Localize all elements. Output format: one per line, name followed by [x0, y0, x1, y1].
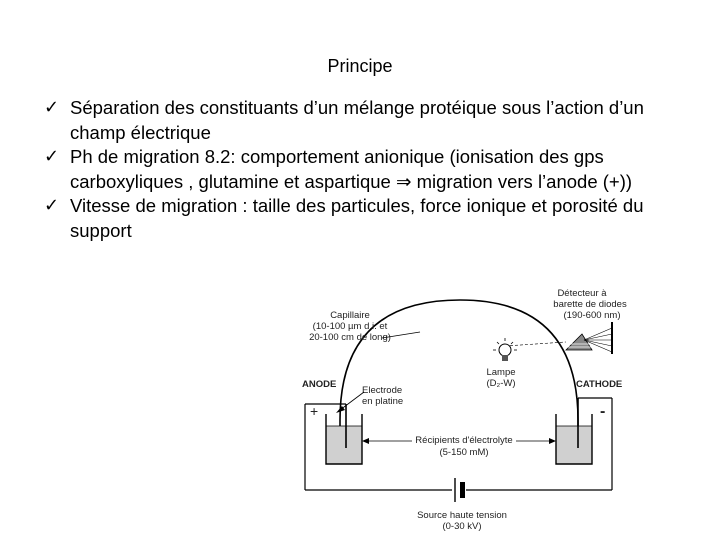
plus-sign: +: [310, 403, 319, 419]
capillary-label-line: 20-100 cm de long): [309, 332, 391, 343]
capillary-label-line: Capillaire: [330, 310, 370, 321]
detector-label-line: (190-600 nm): [563, 310, 621, 321]
bullet-item: ✓ Ph de migration 8.2: comportement anionique (ionisation des gps carboxyliques , glutamine et aspartique ⇒ migration vers l’anode (+)): [44, 146, 633, 192]
reservoir-label-line: (5-150 mM): [439, 447, 489, 458]
diode-array-detector: [505, 322, 612, 354]
lamp-label-line: (D₂-W): [486, 378, 516, 389]
cathode-label: CATHODE: [576, 379, 623, 390]
reservoir-arrowhead-left: [362, 438, 369, 444]
lamp-label-line: Lampe: [486, 367, 516, 378]
anode-label: ANODE: [302, 379, 337, 390]
electrode-label-line: en platine: [362, 396, 404, 407]
anode-beaker: [326, 414, 362, 464]
bullet-item: ✓ Séparation des constituants d’un mélange protéique sous l’action d’un champ électrique: [44, 97, 644, 143]
electrode-pointer: [340, 392, 364, 410]
battery-plate-short: [460, 482, 465, 498]
checkmark-icon: ✓: [44, 146, 60, 167]
slide-title: Principe: [327, 56, 393, 76]
power-source-label-line: (0-30 kV): [442, 521, 482, 532]
checkmark-icon: ✓: [44, 97, 60, 118]
reservoir-arrowhead-right: [549, 438, 556, 444]
checkmark-icon: ✓: [44, 195, 60, 216]
bullet-item: ✓ Vitesse de migration : taille des particules, force ionique et porosité du support: [44, 195, 644, 241]
lamp-icon: [493, 338, 517, 361]
electrode-label-line: Electrode: [362, 385, 403, 396]
minus-sign: -: [600, 403, 606, 420]
detector-label-line: Détecteur à: [557, 288, 607, 299]
detector-label-line: barette de diodes: [553, 299, 627, 310]
reservoir-label-line: Récipients d'électrolyte: [415, 435, 513, 446]
cathode-beaker: [556, 414, 592, 464]
capillary-label-line: (10-100 µm d.i. et: [312, 321, 388, 332]
power-source-label-line: Source haute tension: [417, 510, 507, 521]
